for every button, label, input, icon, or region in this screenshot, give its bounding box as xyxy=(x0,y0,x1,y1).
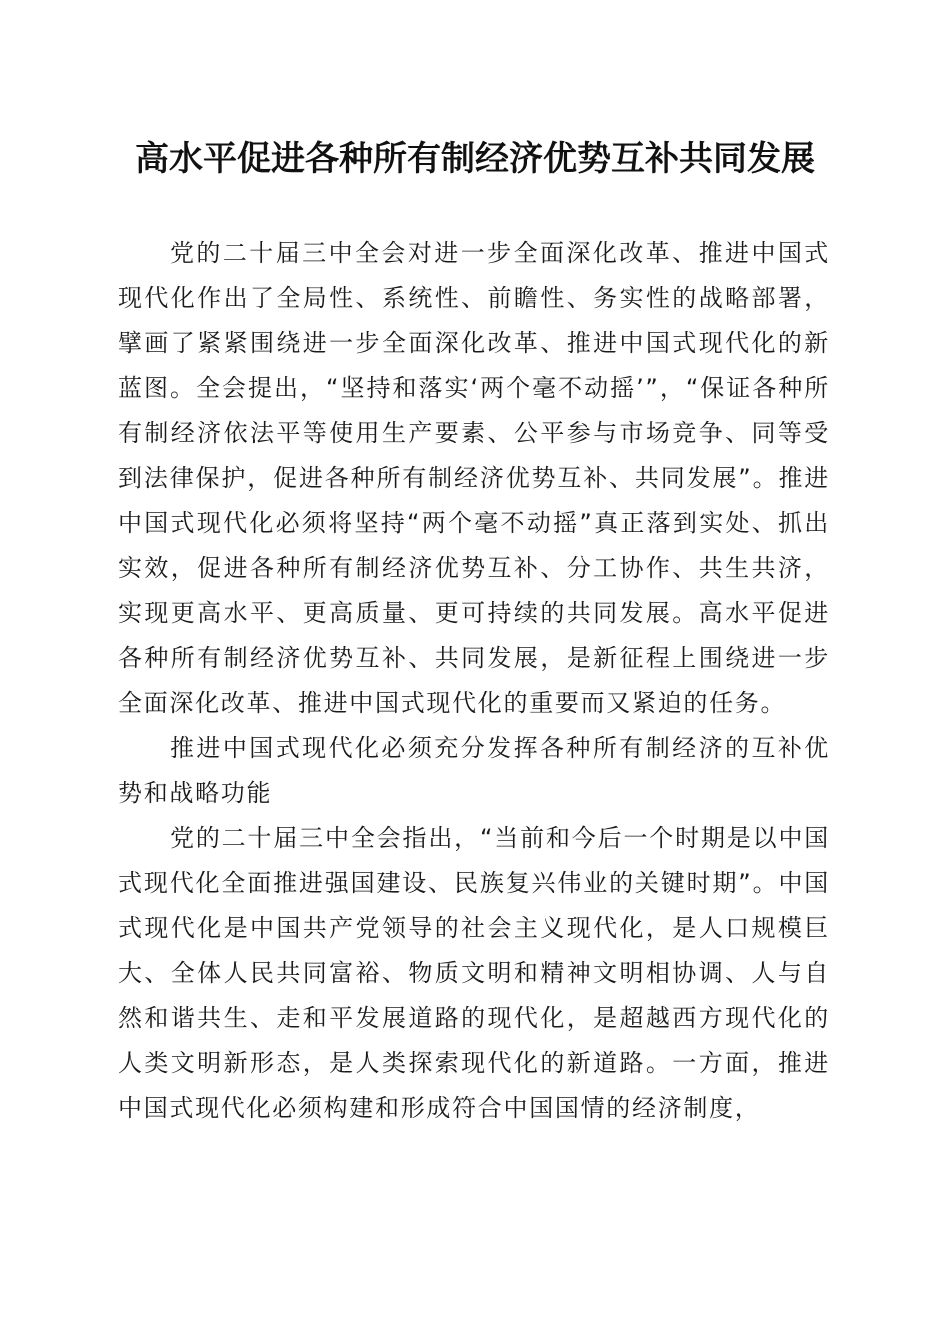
document-body xyxy=(118,231,830,1131)
section-heading: 推进中国式现代化必须充分发挥各种所有制经济的互补优势和战略功能 xyxy=(118,734,830,807)
document-title: 高水平促进各种所有制经济优势互补共同发展 xyxy=(135,139,815,179)
paragraph-intro: 党的二十届三中全会对进一步全面深化改革、推进中国式现代化作出了全局性、系统性、前瞻性、务实性的战略部署，擘画了紧紧围绕进一步全面深化改革、推进中国式现代化的新蓝图。全会提出，“坚持和落实‘两个毫不动摇’”，“保证各种所有制经济依法平等使用生产要素、公平参与市场竞争、同等受到法律保护，促进各种所有制经济优势互补、共同发展”。推进中国式现代化必须将坚持“两个毫不动摇”真正落到实处、抓出实效，促进各种所有制经济优势互补、分工协作、共生共济，实现更高水平、更高质量、更可持续的共同发展。高水平促进各种所有制经济优势互补、共同发展，是新征程上围绕进一步全面深化改革、推进中国式现代化的重要而又紧迫的任务。 xyxy=(118,239,830,717)
paragraph-section-1: 党的二十届三中全会指出，“当前和今后一个时期是以中国式现代化全面推进强国建设、民族复兴伟业的关键时期”。中国式现代化是中国共产党领导的社会主义现代化，是人口规模巨大、全体人民共同富裕、物质文明和精神文明相协调、人与自然和谐共生、走和平发展道路的现代化，是超越西方现代化的人类文明新形态，是人类探索现代化的新道路。一方面，推进中国式现代化必须构建和形成符合中国国情的经济制度， xyxy=(118,824,830,1122)
